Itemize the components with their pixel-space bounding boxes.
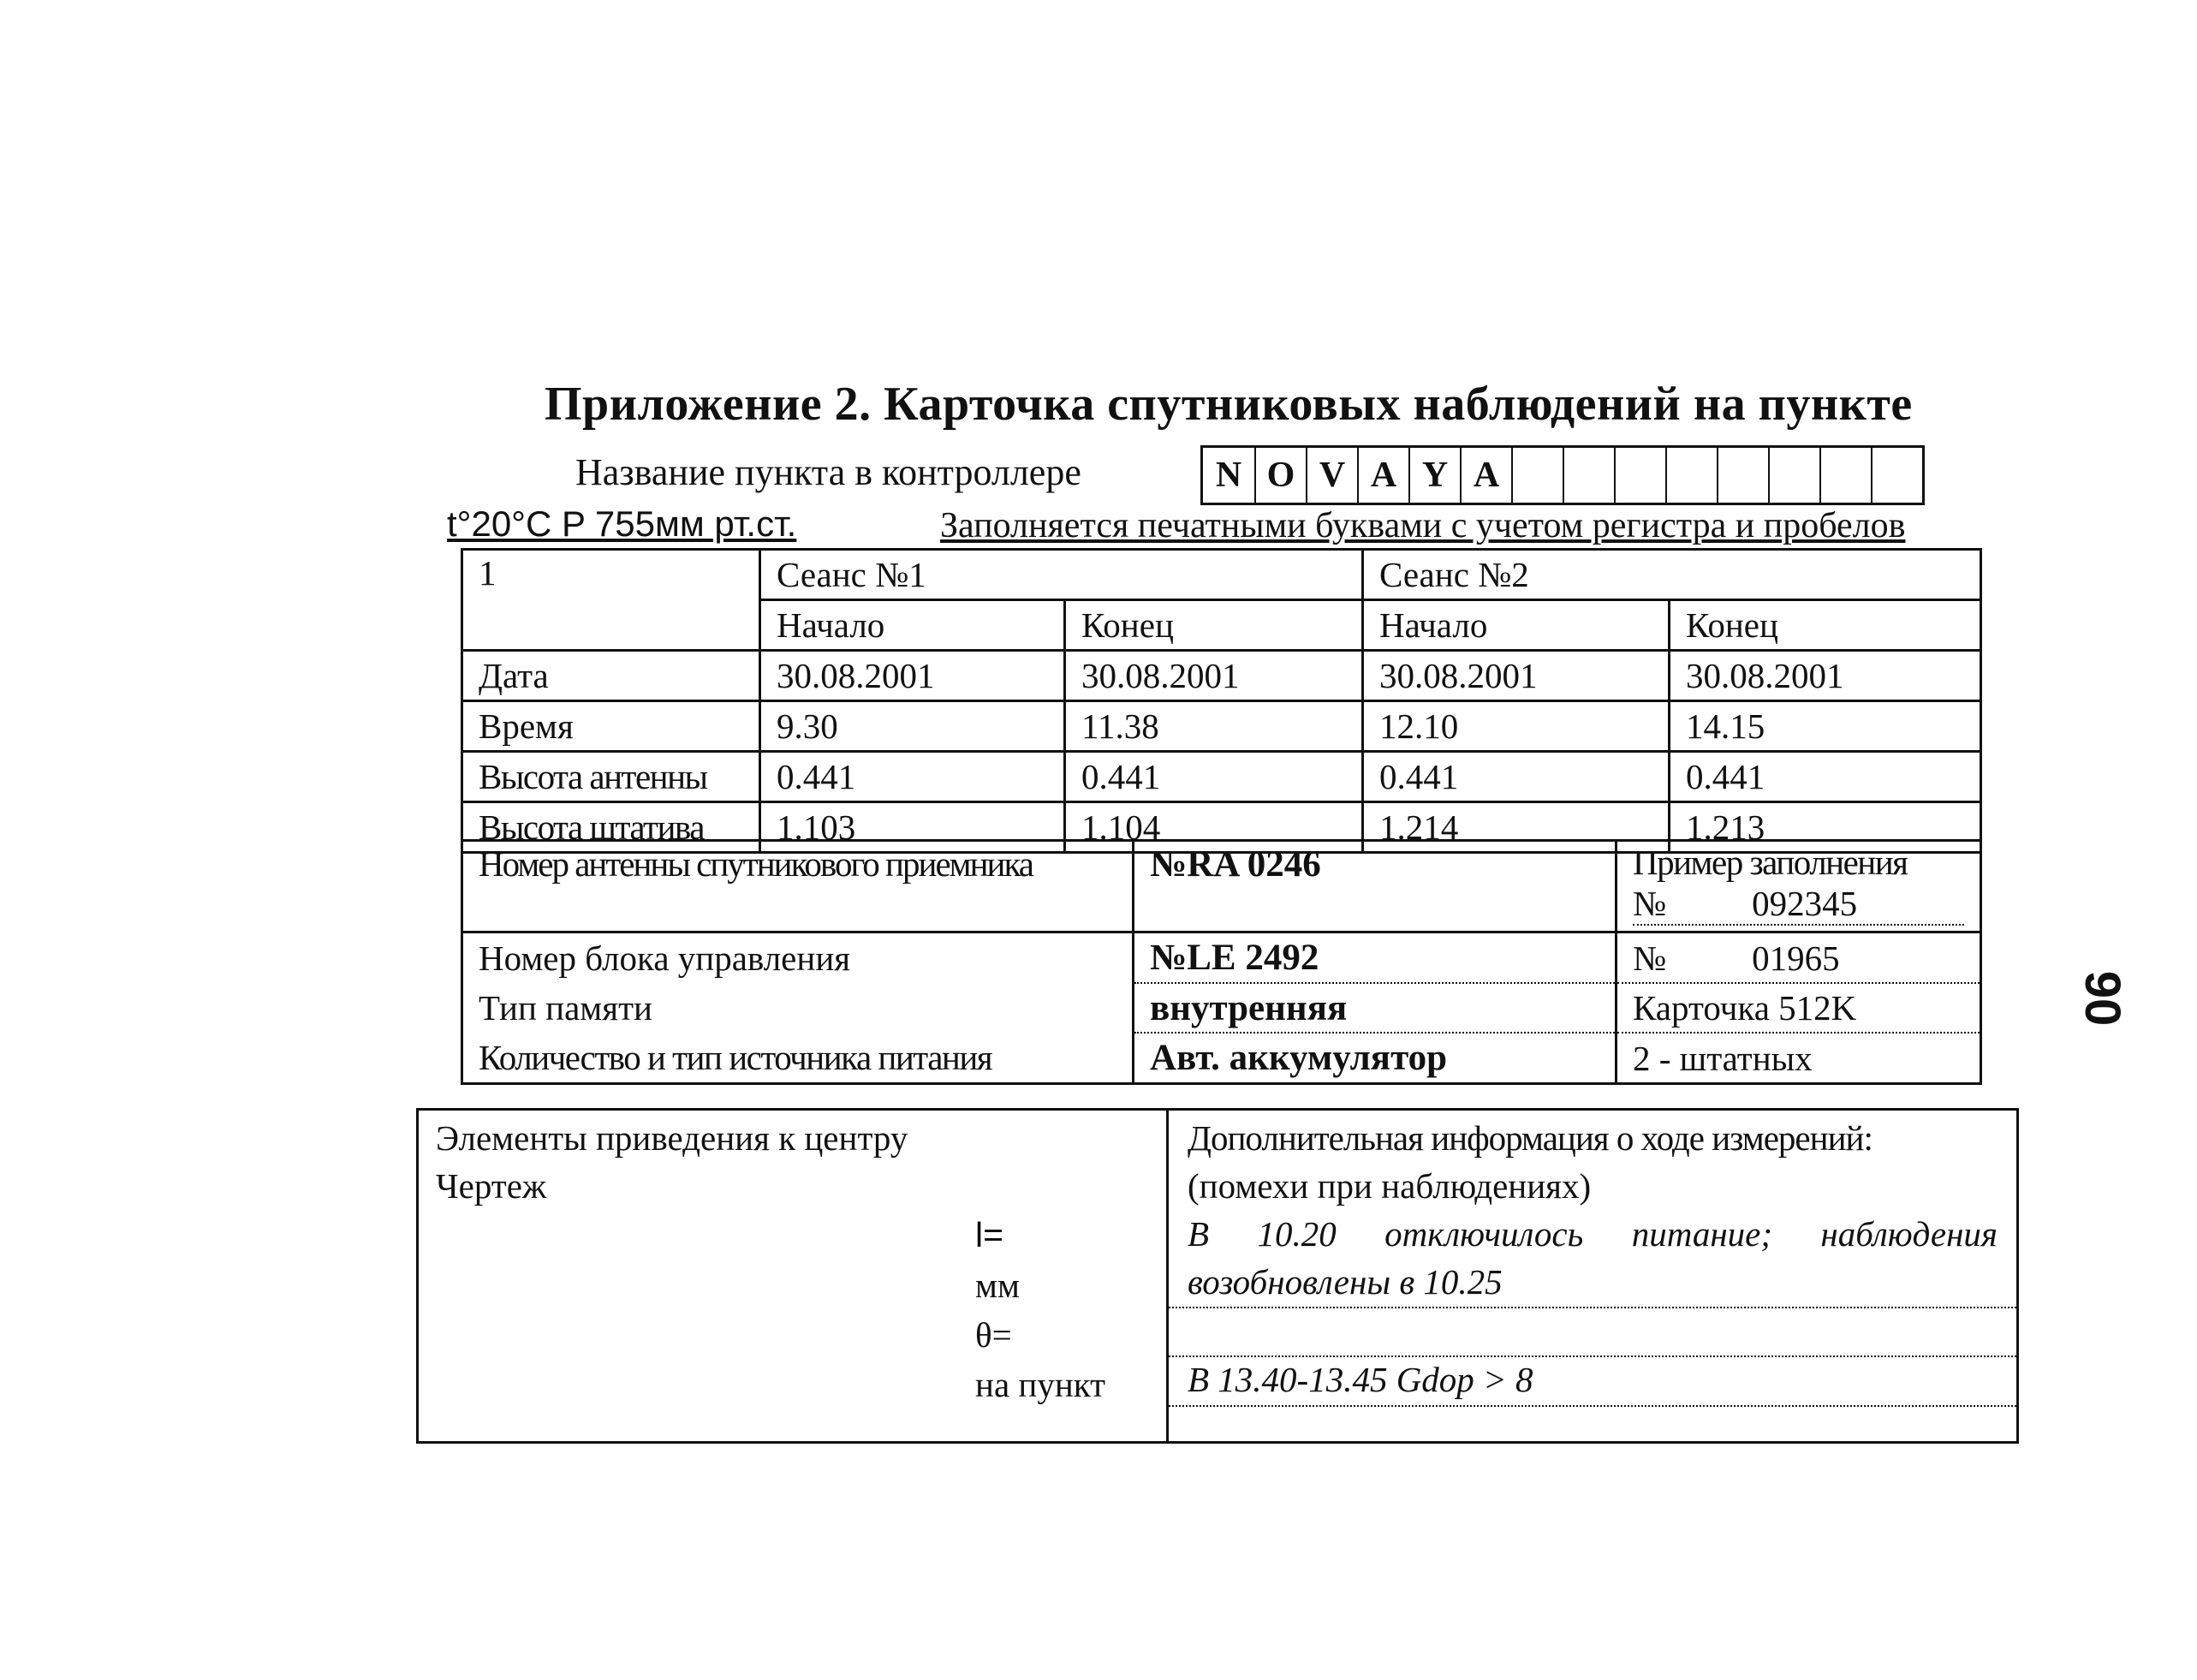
to-point-label: на пункт <box>975 1365 1106 1404</box>
antenna-label: Номер антенны спутникового приемника <box>462 841 1134 932</box>
letter-cell[interactable] <box>1819 448 1871 503</box>
table-cell: 9.30 <box>760 701 1065 752</box>
letter-cell[interactable] <box>1665 448 1717 503</box>
drawing-label: Чертеж <box>436 1166 547 1206</box>
letter-cell[interactable]: N <box>1215 456 1242 495</box>
letter-cell[interactable]: A <box>1460 448 1511 503</box>
point-name-cells <box>1200 445 1925 505</box>
notes-section <box>1169 1111 2016 1441</box>
centering-and-notes-box <box>416 1108 2019 1444</box>
table-cell: 12.10 <box>1363 701 1670 752</box>
session-2-header: Сеанс №2 <box>1363 550 1981 600</box>
dotted-line <box>1169 1355 2016 1357</box>
notes-subtitle: (помехи при наблюдениях) <box>1188 1166 1592 1206</box>
notes-title: Дополнительная информация о ходе измерений: <box>1188 1118 1873 1158</box>
control-value: №LE 2492 <box>1134 932 1616 984</box>
fill-instruction <box>940 505 1905 546</box>
table-row <box>462 752 1981 802</box>
table-cell: 11.38 <box>1065 701 1363 752</box>
memory-value: внутренняя <box>1134 983 1616 1033</box>
letter-cell[interactable] <box>1511 448 1563 503</box>
mm-label: мм <box>975 1266 1020 1305</box>
centering-title: Элементы приведения к центру <box>436 1118 908 1158</box>
row-label: Высота штатива <box>462 802 760 853</box>
example-control <box>1616 932 1981 984</box>
number-sign: № <box>1633 884 1667 923</box>
l-label: l= <box>975 1215 1004 1254</box>
letter-cell[interactable]: O <box>1254 448 1306 503</box>
table-cell: 1.213 <box>1670 802 1981 853</box>
example-memory: Карточка 512K <box>1616 983 1981 1033</box>
table-cell: 14.15 <box>1670 701 1981 752</box>
number-sign: № <box>1633 938 1667 978</box>
antenna-value: №RA 0246 <box>1134 841 1616 932</box>
control-label: Номер блока управления <box>462 932 1134 984</box>
table-cell: 0.441 <box>1065 752 1363 802</box>
row-label: Дата <box>462 651 760 701</box>
example-power: 2 - штатных <box>1616 1033 1981 1084</box>
dotted-line <box>1169 1307 2016 1308</box>
letter-cell[interactable]: Y <box>1408 448 1460 503</box>
subheader-end: Конец <box>1065 600 1363 651</box>
letter-cell[interactable]: V <box>1306 448 1357 503</box>
power-label: Количество и тип источника питания <box>462 1033 1134 1084</box>
letter-cell[interactable] <box>1768 448 1819 503</box>
row-label: Высота антенны <box>462 752 760 802</box>
point-name-label: Название пункта в контроллере <box>575 451 1081 493</box>
page-title: Приложение 2. Карточка спутниковых наблюдений на пункте <box>545 378 1913 431</box>
table-cell: 1.103 <box>760 802 1065 853</box>
power-value: Авт. аккумулятор <box>1134 1033 1616 1084</box>
letter-cell[interactable] <box>1717 448 1768 503</box>
table-row <box>462 651 1981 701</box>
fill-instruction-text: Заполняется печатными буквами с учетом регистра и пробелов <box>940 506 1906 545</box>
note-1-line-1: В 10.20 отключилось питание; наблюдения <box>1188 1214 1998 1254</box>
table-cell: 30.08.2001 <box>760 651 1065 701</box>
theta-label: θ= <box>975 1315 1012 1355</box>
letter-cell[interactable] <box>1563 448 1614 503</box>
example-control-number: 01965 <box>1752 938 1840 978</box>
note-1-line-2: возобновлены в 10.25 <box>1188 1262 1503 1302</box>
table-cell: 30.08.2001 <box>1670 651 1981 701</box>
subheader-end: Конец <box>1670 600 1981 651</box>
observation-table <box>461 548 1982 854</box>
note-2: В 13.40-13.45 Gdop > 8 <box>1188 1360 1533 1399</box>
table-cell: 1.104 <box>1065 802 1363 853</box>
table-row <box>462 701 1981 752</box>
dotted-line <box>1169 1405 2016 1407</box>
example-antenna-number: 092345 <box>1752 884 1858 923</box>
subheader-start: Начало <box>760 600 1065 651</box>
session-1-header: Сеанс №1 <box>760 550 1363 600</box>
row-label: Время <box>462 701 760 752</box>
subheader-start: Начало <box>1363 600 1670 651</box>
centering-section <box>419 1111 1169 1441</box>
letter-cell[interactable] <box>1871 448 1922 503</box>
table-cell: 1.214 <box>1363 802 1670 853</box>
table-cell: 0.441 <box>760 752 1065 802</box>
table-cell: 0.441 <box>1670 752 1981 802</box>
table-cell: 30.08.2001 <box>1065 651 1363 701</box>
letter-cell[interactable]: A <box>1357 448 1408 503</box>
equipment-table <box>461 839 1982 1085</box>
weather-conditions: t°20°C P 755мм рт.ст. <box>447 503 797 544</box>
example-title: Пример заполнения <box>1633 843 1908 882</box>
memory-label: Тип памяти <box>462 983 1134 1033</box>
example-antenna <box>1616 841 1981 932</box>
table-cell: 0.441 <box>1363 752 1670 802</box>
page-number: 90 <box>2075 970 2131 1027</box>
letter-cell[interactable] <box>1614 448 1665 503</box>
table-cell: 30.08.2001 <box>1363 651 1670 701</box>
table-corner: 1 <box>462 550 760 651</box>
